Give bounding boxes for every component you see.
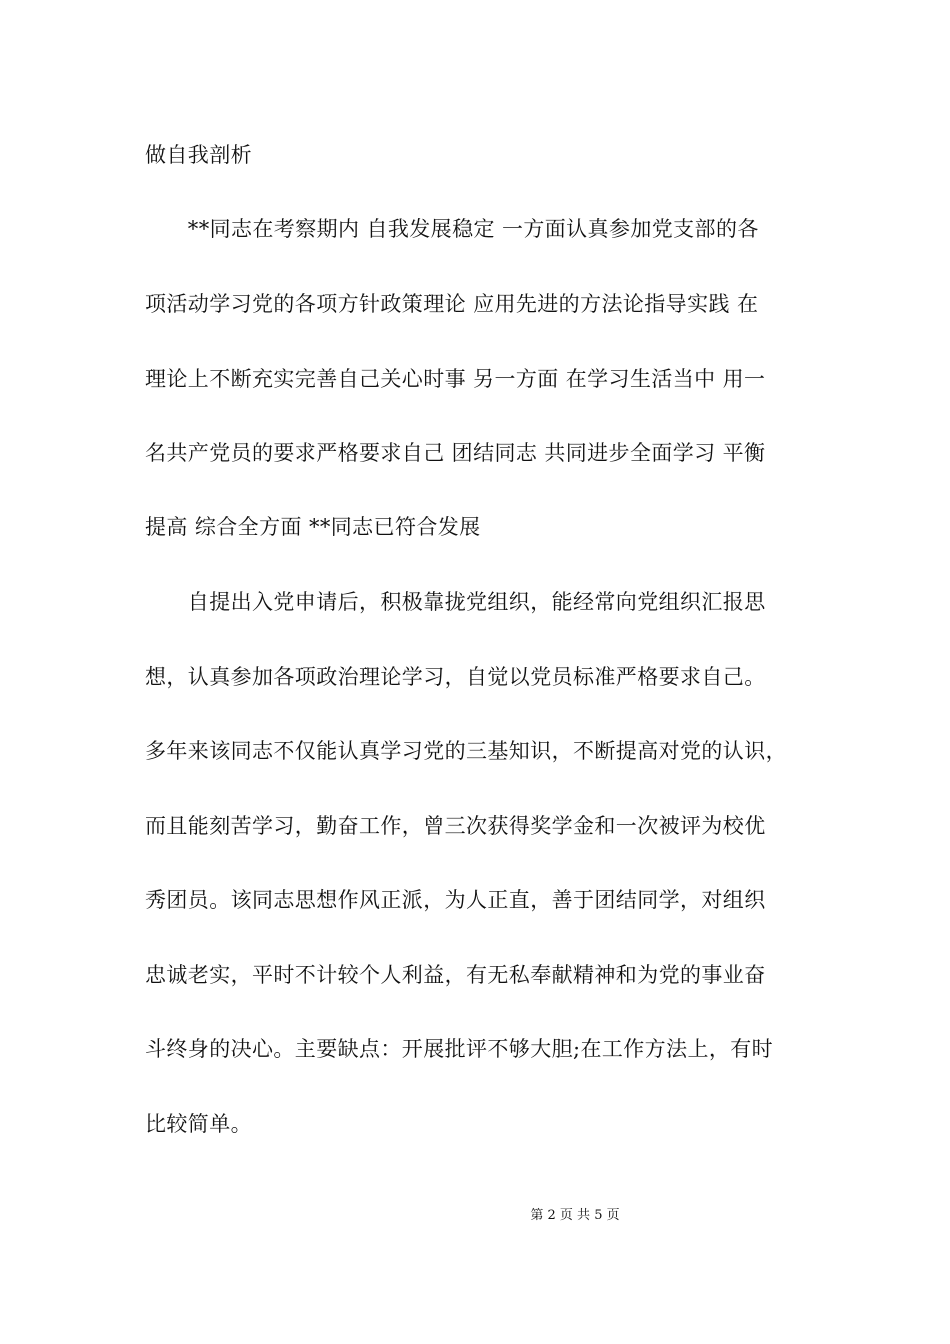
text-line-1: 做自我剖析 [145,143,252,167]
text-line-4: 理论上不断充实完善自己关心时事 另一方面 在学习生活当中 用一 [145,367,766,391]
text-line-8: 想，认真参加各项政治理论学习，自觉以党员标准严格要求自己。 [145,665,766,689]
text-line-2: **同志在考察期内 自我发展稳定 一方面认真参加党支部的各 [145,217,759,241]
text-line-13: 斗终身的决心。主要缺点：开展批评不够大胆;在工作方法上，有时 [145,1037,774,1061]
text-line-7: 自提出入党申请后，积极靠拢党组织，能经常向党组织汇报思 [145,590,766,614]
page-footer: 第 2 页 共 5 页 [530,1208,620,1223]
text-line-10: 而且能刻苦学习，勤奋工作，曾三次获得奖学金和一次被评为校优 [145,814,766,838]
text-line-14: 比较简单。 [145,1112,252,1136]
text-line-5: 名共产党员的要求严格要求自己 团结同志 共同进步全面学习 平衡 [145,441,766,465]
text-line-3: 项活动学习党的各项方针政策理论 应用先进的方法论指导实践 在 [145,292,759,316]
text-line-11: 秀团员。该同志思想作风正派，为人正直，善于团结同学，对组织 [145,888,766,912]
text-line-9: 多年来该同志不仅能认真学习党的三基知识，不断提高对党的认识， [145,739,787,763]
text-line-6: 提高 综合全方面 **同志已符合发展 [145,515,481,539]
text-line-12: 忠诚老实，平时不计较个人利益，有无私奉献精神和为党的事业奋 [145,963,766,987]
